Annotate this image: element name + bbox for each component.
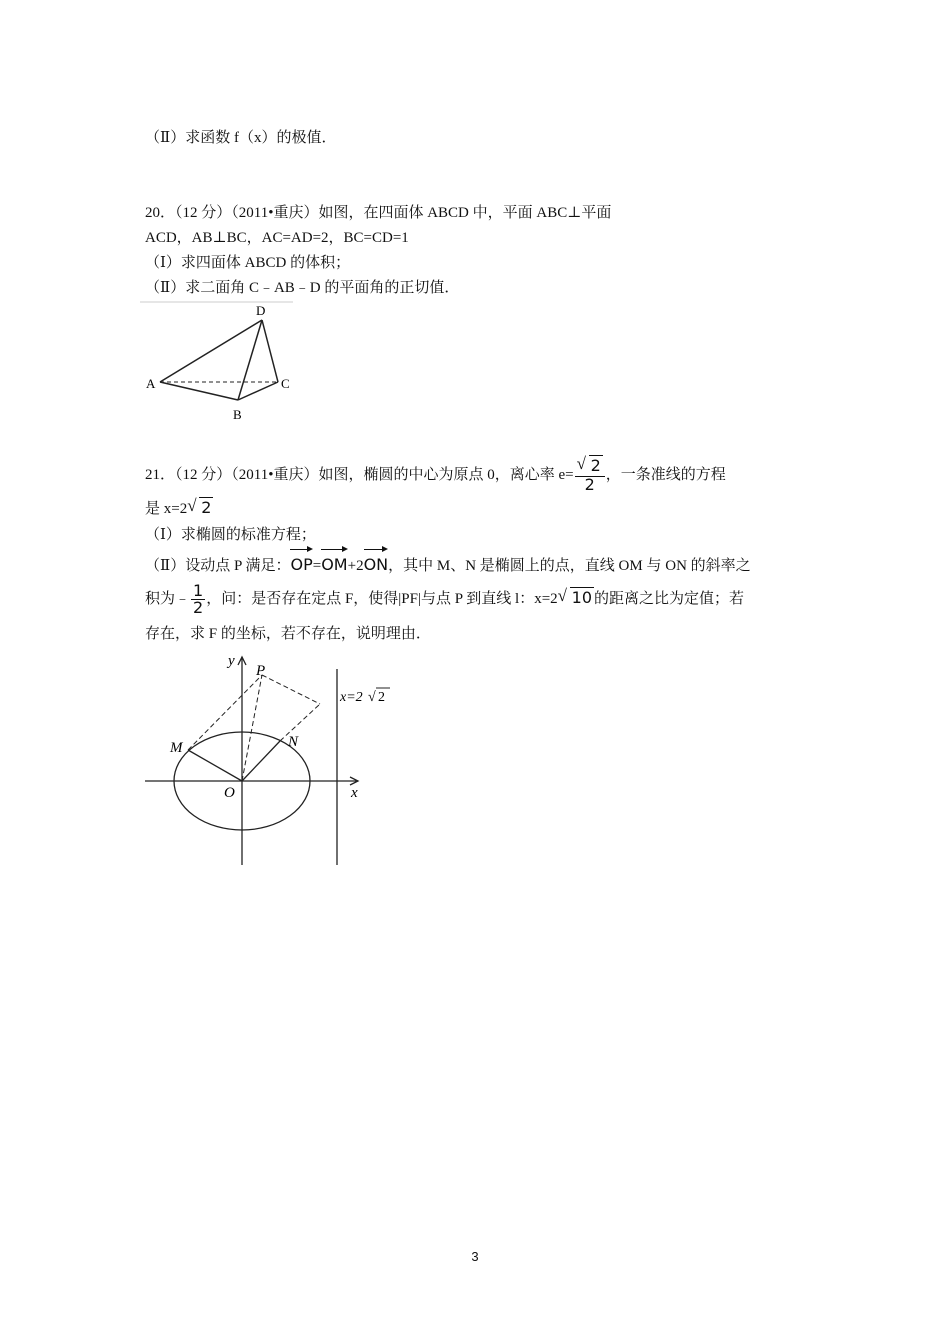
directrix-radicand: 2 (378, 690, 385, 705)
half-fraction (191, 583, 205, 616)
dashed-mp (188, 675, 262, 750)
ellipse-figure (140, 645, 400, 870)
label-d: D (256, 303, 266, 318)
q20-part1: （Ⅰ）求四面体 ABCD 的体积； (145, 255, 351, 271)
label-n: N (288, 734, 299, 750)
q21-line4-radicand: 10 (571, 588, 593, 607)
q21-line1 (145, 458, 726, 493)
q21-line4 (145, 581, 744, 616)
directrix-sqrt-sign: √ (368, 690, 376, 705)
plus-two: +2 (347, 558, 364, 574)
ecc-num-radicand: 2 (590, 456, 601, 476)
dashed-p-corner (262, 675, 320, 704)
q21-part2-post: ，其中 M、N 是椭圆上的点，直线 OM 与 ON 的斜率之 (388, 558, 751, 574)
q21-part1: （Ⅰ）求椭圆的标准方程； (145, 527, 316, 543)
label-y: y (228, 653, 235, 669)
segment-on (242, 741, 280, 781)
vector-on: ON (364, 548, 389, 578)
vector-om: OM (321, 548, 347, 578)
page-number: 3 (471, 1249, 479, 1264)
vector-op: OP (290, 548, 312, 578)
eccentricity-fraction (575, 458, 605, 493)
q21-line1-post: ，一条准线的方程 (605, 467, 726, 483)
half-num: 1 (193, 581, 204, 601)
directrix-label: x=2 (340, 690, 363, 705)
label-p: P (256, 663, 266, 679)
half-den: 2 (193, 598, 204, 618)
q21-line4-post: 的距离之比为定值；若 (594, 591, 745, 607)
q21-line1-pre: 21．（12 分）（2011•重庆）如图，椭圆的中心为原点 0，离心率 e= (145, 467, 574, 483)
label-m: M (170, 740, 183, 756)
tetrahedron-figure (140, 300, 300, 425)
q21-line4-pre: 积为﹣ (145, 591, 191, 607)
label-o: O (224, 785, 235, 801)
label-c: C (281, 376, 290, 391)
edge-bc (238, 382, 278, 400)
dashed-op (242, 675, 262, 781)
q21-line2-pre: 是 x=2 (145, 501, 188, 517)
equals-sign: = (312, 558, 322, 574)
q20-part2: （Ⅱ）求二面角 C﹣AB﹣D 的平面角的正切值． (145, 280, 460, 296)
label-x: x (351, 785, 358, 801)
q21-line2-radicand: 2 (201, 498, 212, 517)
label-a: A (146, 376, 156, 391)
q20-line1: 20．（12 分）（2011•重庆）如图，在四面体 ABCD 中，平面 ABC⊥平面 (145, 205, 612, 221)
dashed-n-corner (280, 704, 320, 741)
q21-part2-line (145, 548, 751, 579)
q21-part2-pre: （Ⅱ）设动点 P 满足： (145, 558, 291, 574)
ecc-den: 2 (584, 475, 595, 495)
q21-line4-mid: ，问：是否存在定点 F，使得|PF|与点 P 到直线 l：x=2 (206, 591, 558, 607)
segment-om (188, 750, 242, 781)
q19-part2: （Ⅱ）求函数 f（x）的极值． (145, 130, 337, 146)
edge-ab (160, 382, 238, 400)
q20-line2: ACD，AB⊥BC，AC=AD=2，BC=CD=1 (145, 230, 409, 246)
edge-dc (262, 320, 278, 382)
label-b: B (233, 407, 242, 422)
q21-line2 (145, 498, 213, 519)
q21-line5: 存在，求 F 的坐标，若不存在，说明理由． (145, 626, 431, 642)
